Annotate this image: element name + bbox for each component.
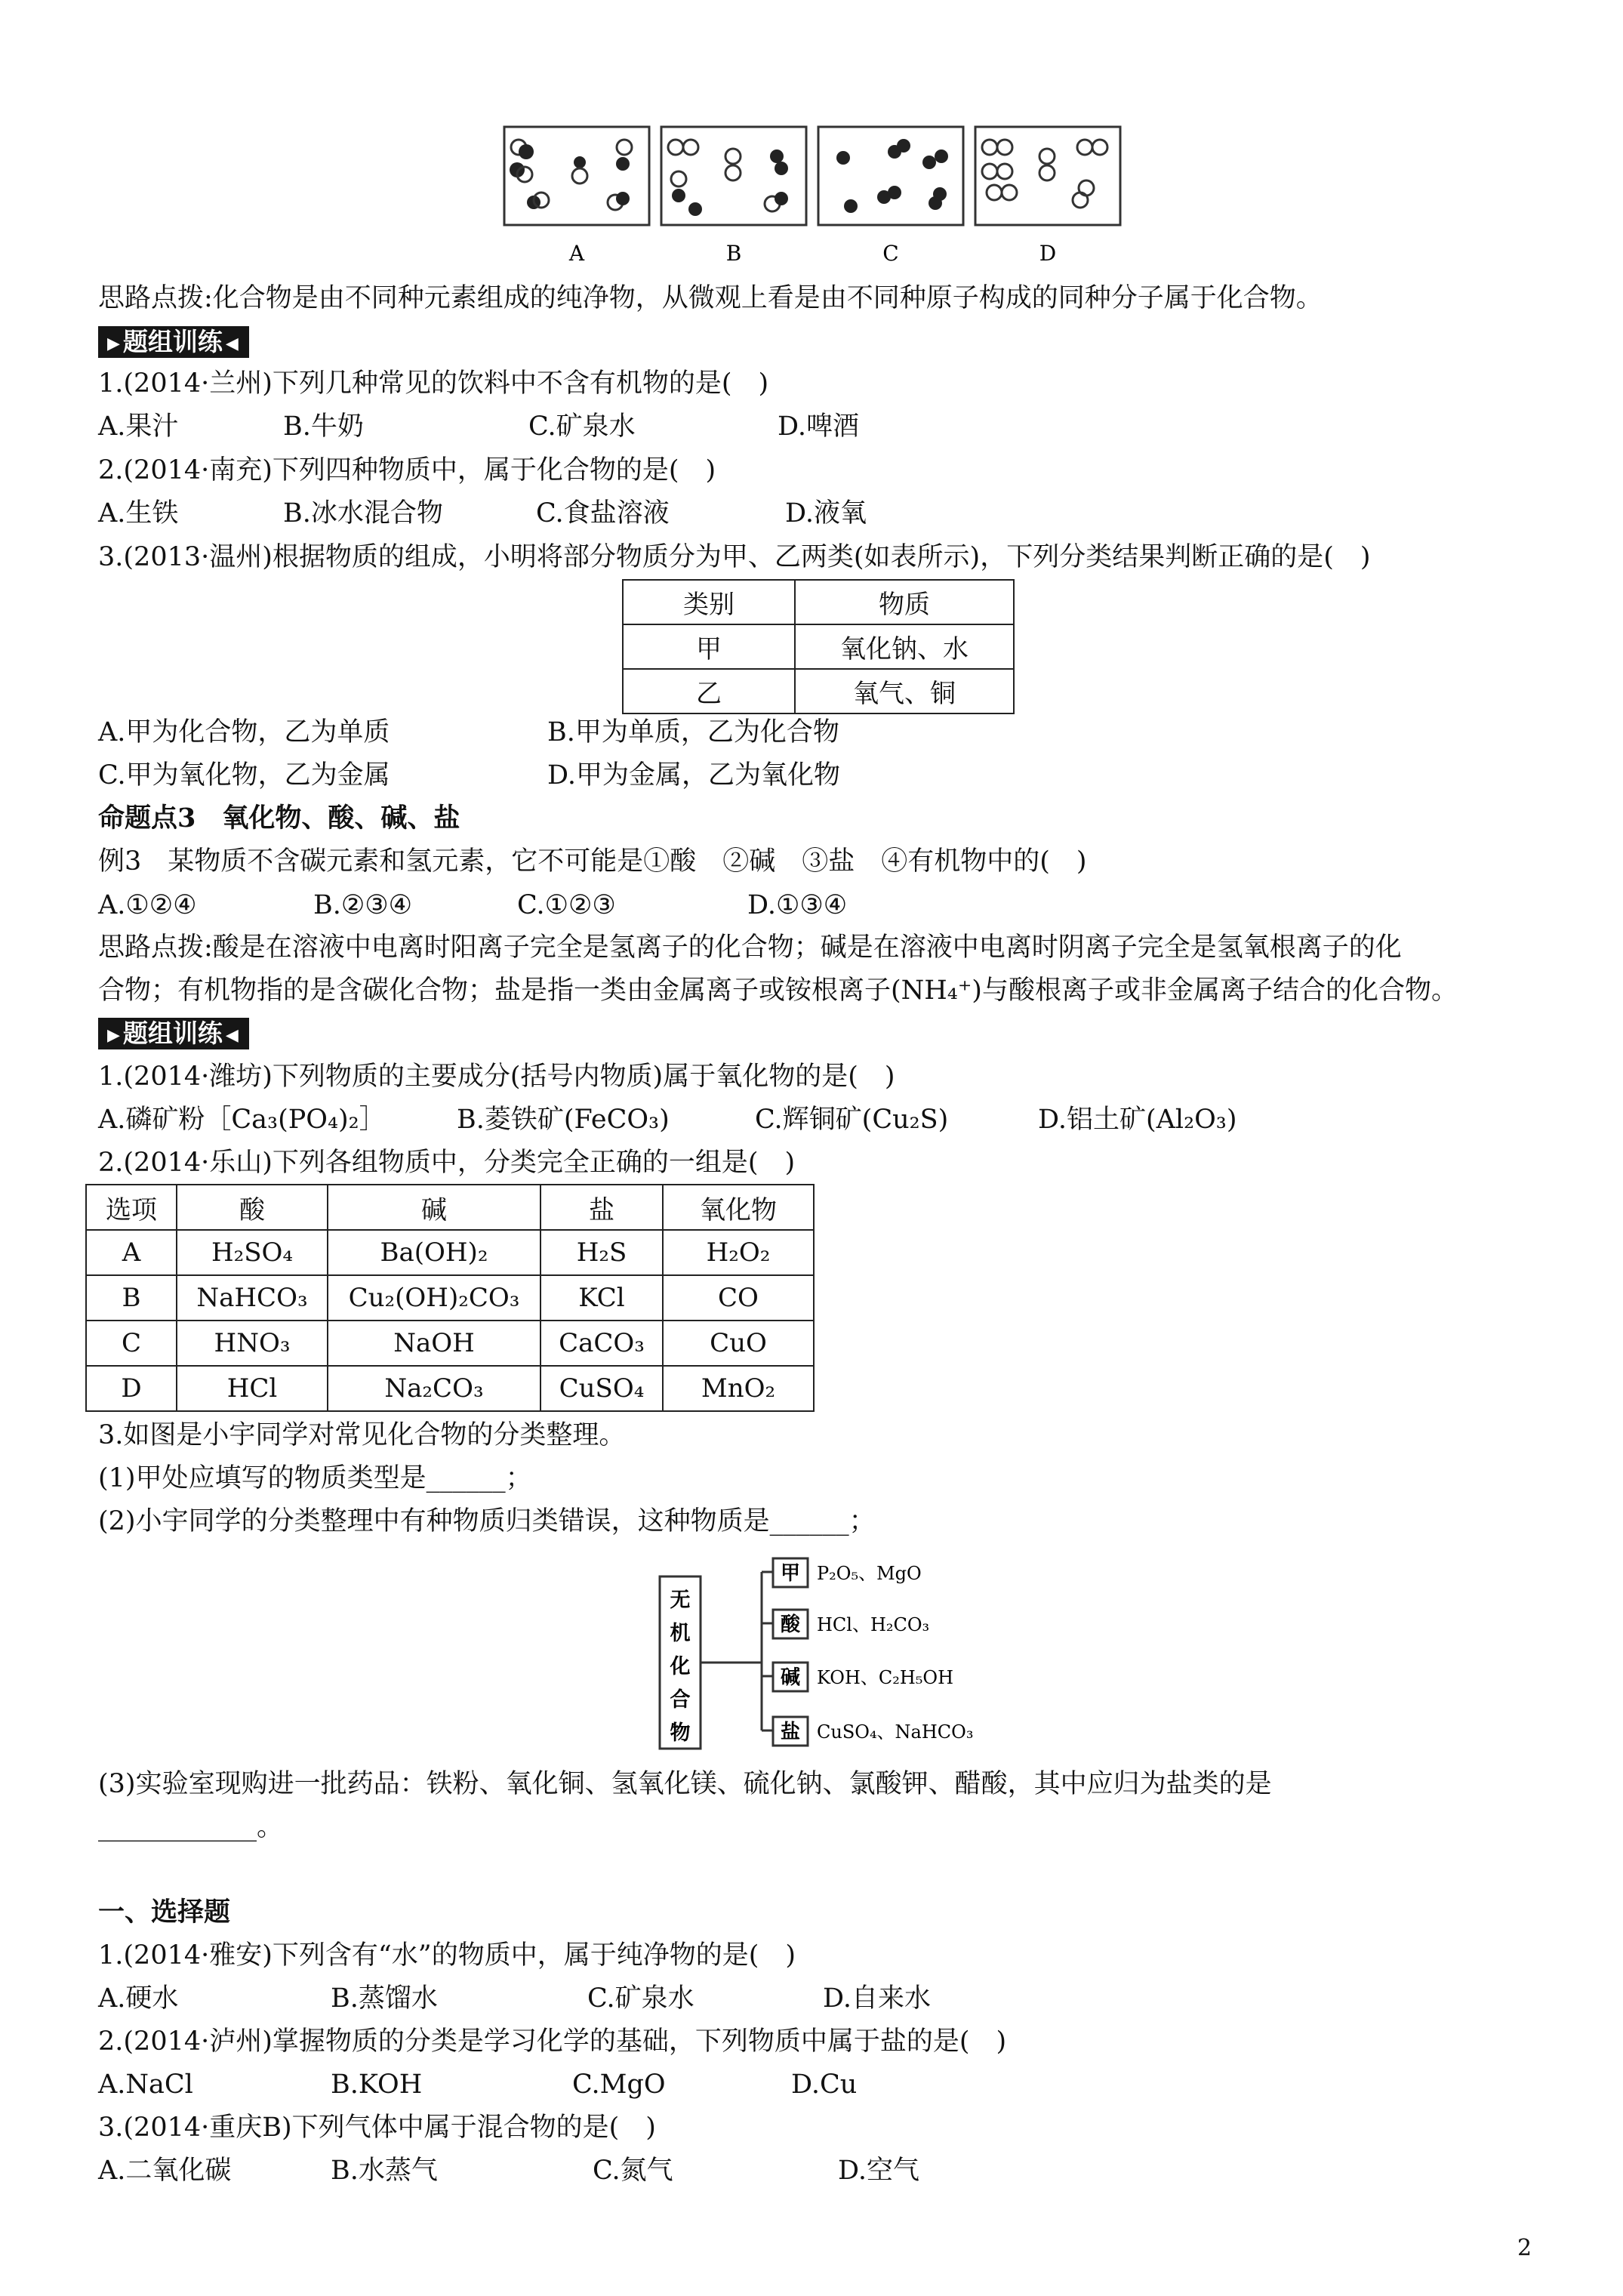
- example-3-stem: 例3 某物质不含碳元素和氢元素，它不可能是①酸 ②碱 ③盐 ④有机物中的( ): [98, 846, 1087, 877]
- q1-option-b: B.牛奶: [283, 411, 364, 442]
- c1-option-c: C.矿泉水: [587, 1983, 694, 2014]
- table-cell: CO: [663, 1275, 814, 1321]
- q3-option-c: C.甲为氧化物，乙为金属: [98, 760, 390, 791]
- q6-part-3-line-1: (3)实验室现购进一批药品：铁粉、氧化铜、氢氧化镁、硫化钠、氯酸钾、醋酸，其中应归为盐类的是: [98, 1769, 1272, 1799]
- q5-stem: 2.(2014·乐山)下列各组物质中，分类完全正确的一组是( ): [98, 1148, 796, 1178]
- c2-stem: 2.(2014·泸州)掌握物质的分类是学习化学的基础，下列物质中属于盐的是( ): [98, 2026, 1007, 2057]
- panel-a: [504, 127, 649, 225]
- play-icon: ▶: [107, 1025, 120, 1045]
- q3-option-a: A.甲为化合物，乙为单质: [98, 717, 390, 747]
- q3-table-cell: 乙: [623, 669, 795, 713]
- back-triangle-icon: ◀: [225, 334, 239, 353]
- q5-table: [85, 1184, 815, 1412]
- drill-tag-1: [98, 326, 249, 358]
- table-cell: Ba(OH)₂: [328, 1230, 540, 1275]
- q4-stem: 1.(2014·潍坊)下列物质的主要成分(括号内物质)属于氧化物的是( ): [98, 1062, 895, 1092]
- table-row: [86, 1321, 814, 1366]
- c2-option-c: C.MgO: [572, 2069, 666, 2100]
- drill-label: 题组训练: [122, 327, 223, 356]
- table-cell: NaHCO₃: [177, 1275, 328, 1321]
- c3-option-a: A.二氧化碳: [98, 2156, 232, 2186]
- q2-option-b: B.冰水混合物: [283, 498, 443, 529]
- table-cell: H₂SO₄: [177, 1230, 328, 1275]
- hint-2-line-2: 合物；有机物指的是含碳化合物；盐是指一类由金属离子或铵根离子(NH₄⁺)与酸根离子或非金属离子结合的化合物。: [98, 975, 1458, 1006]
- molecule-figure: [502, 125, 1181, 268]
- hint-2-line-1: 思路点拨:酸是在溶液中电离时阳离子完全是氢离子的化合物；碱是在溶液中电离时阴离子完全是氢氧根离子的化: [98, 932, 1402, 963]
- q5-table-header: 选项: [86, 1185, 177, 1230]
- diagram-branch-items: KOH、C₂H₅OH: [817, 1667, 954, 1688]
- q3-option-d: D.甲为金属，乙为氧化物: [547, 760, 840, 791]
- panel-b: [661, 127, 806, 225]
- q4-option-b: B.菱铁矿(FeCO₃): [457, 1105, 670, 1135]
- hint-1: 思路点拨:化合物是由不同种元素组成的纯净物，从微观上看是由不同种原子构成的同种分子属于化合物。: [98, 283, 1323, 313]
- diagram-branch-label: 碱: [780, 1666, 801, 1689]
- q1-stem: 1.(2014·兰州)下列几种常见的饮料中不含有机物的是( ): [98, 368, 769, 399]
- c3-option-b: B.水蒸气: [331, 2156, 438, 2186]
- diagram-root-char: 物: [670, 1721, 691, 1745]
- diagram-branch-label: 酸: [780, 1613, 801, 1636]
- q2-option-c: C.食盐溶液: [536, 498, 670, 529]
- table-cell: KCl: [540, 1275, 663, 1321]
- diagram-branch-label: 甲: [780, 1562, 801, 1585]
- play-icon: ▶: [107, 334, 120, 353]
- example-3-option-d: D.①③④: [747, 890, 848, 920]
- q3-table-cell: 氧化钠、水: [795, 624, 1014, 669]
- q1-option-a: A.果汁: [98, 411, 179, 442]
- table-cell: NaOH: [328, 1321, 540, 1366]
- table-cell: HCl: [177, 1366, 328, 1411]
- diagram-branch-items: CuSO₄、NaHCO₃: [817, 1721, 974, 1743]
- table-cell: CaCO₃: [540, 1321, 663, 1366]
- table-row: [86, 1230, 814, 1275]
- diagram-branch-label: 盐: [780, 1721, 801, 1743]
- table-row: [86, 1366, 814, 1411]
- q1-option-c: C.矿泉水: [528, 411, 636, 442]
- q4-option-d: D.铝土矿(Al₂O₃): [1038, 1105, 1237, 1135]
- example-3-option-c: C.①②③: [517, 890, 616, 920]
- table-cell: CuO: [663, 1321, 814, 1366]
- table-cell: Cu₂(OH)₂CO₃: [328, 1275, 540, 1321]
- table-cell: C: [86, 1321, 177, 1366]
- back-triangle-icon: ◀: [225, 1025, 239, 1045]
- q5-table-header: 碱: [328, 1185, 540, 1230]
- section-choice-title: 一、选择题: [98, 1897, 231, 1928]
- q2-stem: 2.(2014·南充)下列四种物质中，属于化合物的是( ): [98, 455, 716, 485]
- q6-stem: 3.如图是小宇同学对常见化合物的分类整理。: [98, 1420, 626, 1450]
- c2-option-d: D.Cu: [791, 2069, 858, 2100]
- panel-b-label: B: [725, 241, 742, 266]
- q3-stem: 3.(2013·温州)根据物质的组成，小明将部分物质分为甲、乙两类(如表所示)，下列分类结果判断正确的是( ): [98, 542, 1371, 572]
- q1-option-d: D.啤酒: [778, 411, 859, 442]
- table-cell: CuSO₄: [540, 1366, 663, 1411]
- c3-option-c: C.氮气: [593, 2156, 673, 2186]
- q3-option-b: B.甲为单质，乙为化合物: [547, 717, 839, 747]
- table-cell: H₂O₂: [663, 1230, 814, 1275]
- panel-d-label: D: [1039, 241, 1057, 266]
- c2-option-b: B.KOH: [331, 2069, 423, 2100]
- c3-stem: 3.(2014·重庆B)下列气体中属于混合物的是( ): [98, 2113, 656, 2143]
- q4-option-c: C.辉铜矿(Cu₂S): [755, 1105, 949, 1135]
- diagram-root-char: 无: [670, 1589, 691, 1612]
- table-cell: MnO₂: [663, 1366, 814, 1411]
- c1-option-b: B.蒸馏水: [331, 1983, 438, 2014]
- q6-part-3-line-2: ____________。: [98, 1812, 284, 1842]
- section-3-title: 命题点3 氧化物、酸、碱、盐: [98, 803, 460, 834]
- table-cell: B: [86, 1275, 177, 1321]
- q3-table-header: 类别: [623, 580, 795, 624]
- q2-option-a: A.生铁: [98, 498, 179, 529]
- table-row: [86, 1275, 814, 1321]
- q2-option-d: D.液氧: [785, 498, 867, 529]
- q3-table-cell: 甲: [623, 624, 795, 669]
- diagram-branch-items: HCl、H₂CO₃: [817, 1614, 930, 1635]
- diagram-branch-items: P₂O₅、MgO: [817, 1563, 922, 1584]
- panel-c: [818, 127, 963, 225]
- c1-stem: 1.(2014·雅安)下列含有“水”的物质中，属于纯净物的是( ): [98, 1940, 796, 1971]
- diagram-root-char: 合: [670, 1688, 691, 1712]
- q6-part-2: (2)小宇同学的分类整理中有种物质归类错误，这种物质是______；: [98, 1506, 876, 1536]
- panel-d: [975, 127, 1120, 225]
- q6-part-1: (1)甲处应填写的物质类型是______；: [98, 1463, 532, 1493]
- table-cell: H₂S: [540, 1230, 663, 1275]
- table-cell: Na₂CO₃: [328, 1366, 540, 1411]
- diagram-root-char: 化: [670, 1655, 691, 1678]
- q5-table-header: 盐: [540, 1185, 663, 1230]
- q4-option-a: A.磷矿粉［Ca₃(PO₄)₂］: [98, 1105, 386, 1135]
- table-cell: A: [86, 1230, 177, 1275]
- q5-table-header: 氧化物: [663, 1185, 814, 1230]
- q3-table: [622, 579, 1015, 714]
- c3-option-d: D.空气: [838, 2156, 919, 2186]
- q3-table-header: 物质: [795, 580, 1014, 624]
- c2-option-a: A.NaCl: [98, 2069, 193, 2100]
- panel-c-label: C: [882, 241, 899, 266]
- classification-diagram: [652, 1555, 1045, 1767]
- page-number: 2: [1517, 2235, 1532, 2261]
- drill-tag-2: [98, 1018, 249, 1049]
- q3-table-cell: 氧气、铜: [795, 669, 1014, 713]
- example-3-option-a: A.①②④: [98, 890, 197, 920]
- drill-label: 题组训练: [122, 1019, 223, 1048]
- c1-option-d: D.自来水: [823, 1983, 931, 2014]
- example-3-option-b: B.②③④: [313, 890, 412, 920]
- panel-a-label: A: [568, 241, 585, 266]
- table-cell: D: [86, 1366, 177, 1411]
- table-cell: HNO₃: [177, 1321, 328, 1366]
- q5-table-header: 酸: [177, 1185, 328, 1230]
- diagram-root-char: 机: [670, 1622, 691, 1645]
- c1-option-a: A.硬水: [98, 1983, 179, 2014]
